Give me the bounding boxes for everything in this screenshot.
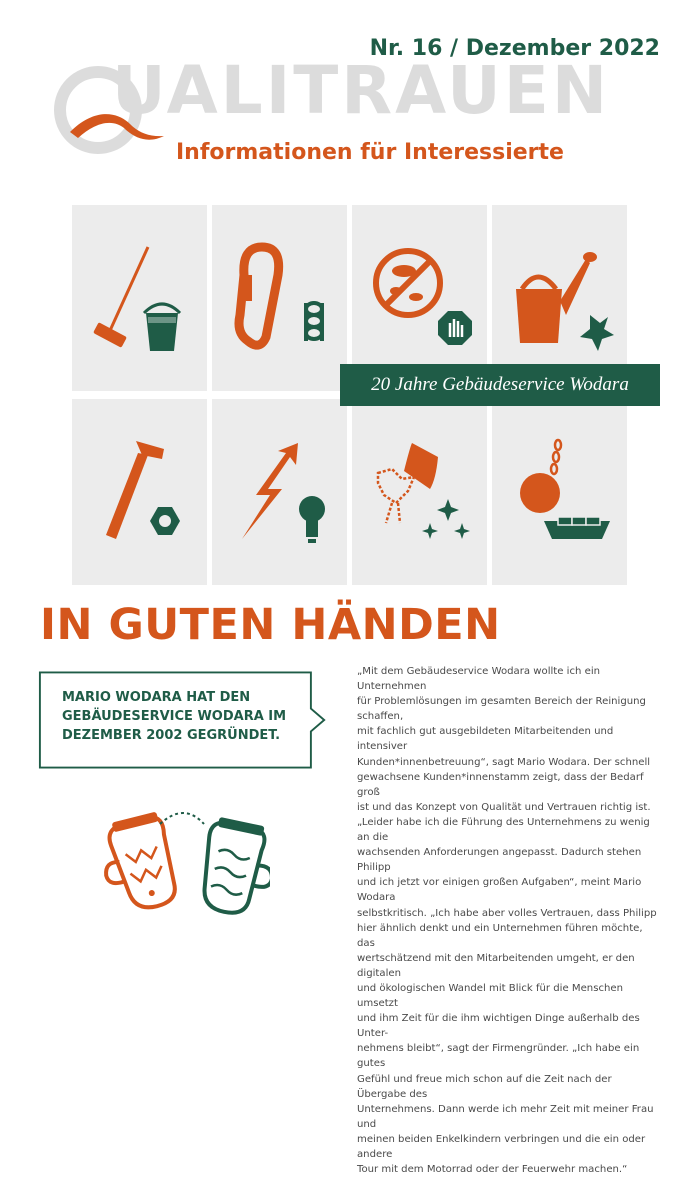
tile-broom-bucket <box>72 205 207 391</box>
body-line: Gefühl und freue mich schon auf die Zeit nach der Übergabe des <box>357 1073 612 1100</box>
anniversary-banner: 20 Jahre Gebäudeservice Wodara <box>340 364 660 406</box>
body-line: nehmens bleibt“, sagt der Firmengründer. „Ich habe ein gutes <box>357 1043 640 1070</box>
body-line: ist und das Konzept von Qualität und Vertrauen richtig ist. <box>357 801 651 813</box>
wrecking-ball-container-icon <box>492 399 627 585</box>
body-line: und ihm Zeit für die ihm wichtigen Dinge außerhalb des Unter- <box>357 1013 640 1040</box>
body-line: „Leider habe ich die Führung des Unternehmens zu wenig an die <box>357 816 650 844</box>
tile-carabiner <box>212 205 347 391</box>
body-line: gewachsene Kunden*innenstamm zeigt, dass der Bedarf groß <box>357 771 644 798</box>
body-line: „Mit dem Gebäudeservice Wodara wollte ich ein Unternehmen <box>357 666 601 693</box>
page-subtitle: Informationen für Interessierte <box>176 140 564 165</box>
tile-electricity <box>212 399 347 585</box>
body-line: wertschätzend mit den Mitarbeitenden umgeht, er den digitalen <box>357 952 635 979</box>
body-line: und ich jetzt vor einigen großen Aufgaben“, meint Mario Wodara <box>357 877 642 904</box>
body-line: und ökologischen Wandel mit Blick für die Menschen umsetzt <box>357 982 624 1010</box>
body-line: Unternehmens. Dann werde ich mehr Zeit mit meiner Frau und <box>357 1103 654 1130</box>
callout-text: MARIO WODARA HAT DEN GEBÄUDESERVICE WODARA IM DEZEMBER 2002 GEGRÜNDET. <box>62 690 287 743</box>
body-line: wachsenden Anforderungen angepasst. Dadurch stehen Philipp <box>357 847 642 874</box>
body-line: Tour mit dem Motorrad oder der Feuerwehr machen.“ <box>357 1164 628 1176</box>
logo-wordmark: UALITRAUEN <box>112 52 611 129</box>
tile-cleaning <box>352 399 487 585</box>
article-body <box>357 664 663 1177</box>
body-line: für Problemlösungen im gesamten Bereich der Reinigung schaffen, <box>357 696 646 723</box>
mittens-icon <box>100 810 270 920</box>
tile-demolition <box>492 399 627 585</box>
hammer-nut-icon <box>72 399 207 585</box>
electricity-bulb-icon <box>212 399 347 585</box>
cleaning-cloth-sparkle-icon <box>352 399 487 585</box>
body-line: Kunden*innenbetreuung“, sagt Mario Wodara. Der schnell <box>357 756 651 768</box>
body-line: meinen beiden Enkelkindern verbringen und die ein oder andere <box>357 1133 646 1160</box>
body-line: selbstkritisch. „Ich habe aber volles Vertrauen, dass Philipp <box>357 907 657 919</box>
headline: IN GUTEN HÄNDEN <box>40 600 501 650</box>
issue-number: Nr. 16 / Dezember 2022 <box>369 36 660 61</box>
carabiner-rope-icon <box>212 205 347 391</box>
body-line: hier ähnlich denkt und ein Unternehmen führen möchte, das <box>357 922 643 949</box>
tile-hammer-nut <box>72 399 207 585</box>
body-line: mit fachlich gut ausgebildeten Mitarbeitenden und intensiver <box>357 726 614 753</box>
broom-bucket-icon <box>72 205 207 391</box>
